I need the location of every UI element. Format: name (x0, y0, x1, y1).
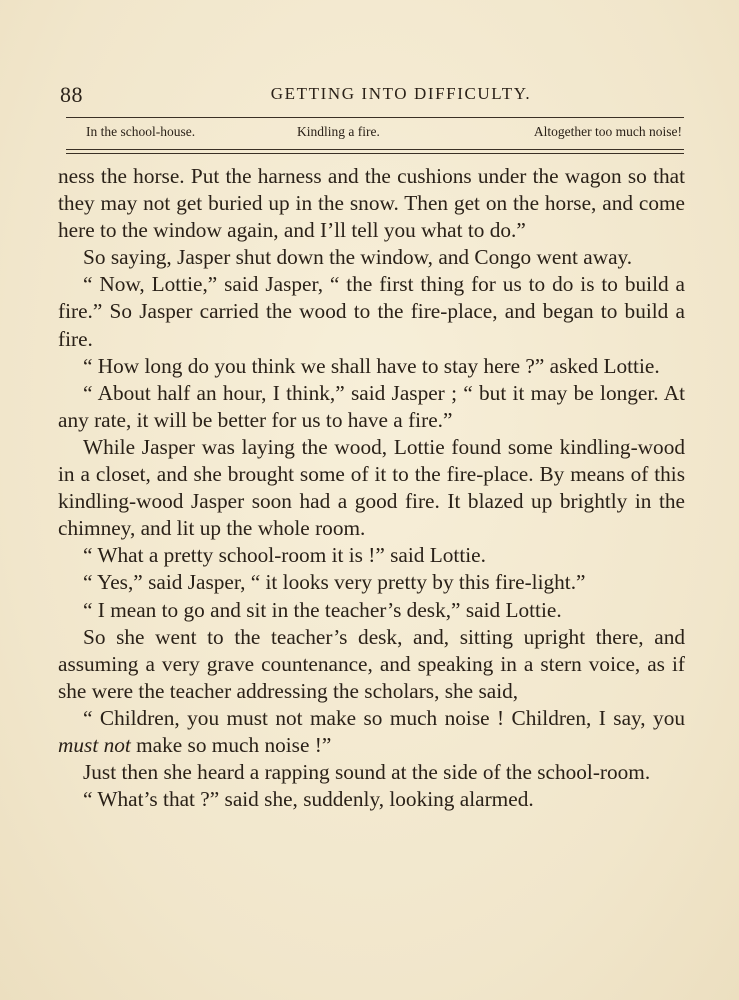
page-number: 88 (60, 82, 83, 107)
paragraph: “ How long do you think we shall have to stay here ?” asked Lottie. (83, 353, 660, 378)
paragraph: ness the horse. Put the harness and the cushions under the wagon so that they may not get buried up in the snow. Then get on the horse, and come here to the window again, and I’ll tell you what to do.” (58, 164, 685, 243)
header-rule-double (66, 153, 684, 154)
header-rule-bottom (66, 149, 684, 150)
paragraph (58, 705, 685, 759)
paragraph: “ Now, Lottie,” said Jasper, “ the first thing for us to do is to build a fire.” So Jasper carried the wood to the fire-place, and began to build a fire. (58, 272, 685, 351)
header-rule-top (66, 117, 684, 118)
paragraph: “ Yes,” said Jasper, “ it looks very pretty by this fire-light.” (83, 570, 586, 595)
paragraph: “ What’s that ?” said she, suddenly, looking alarmed. (83, 787, 534, 812)
body-text (58, 163, 685, 813)
paragraph: While Jasper was laying the wood, Lottie found some kindling-wood in a closet, and she brought some of it to the fire-place. By means of this kindling-wood Jasper soon had a good fire. It blazed up brightly in the chimney, and lit up the whole room. (58, 434, 685, 541)
paragraph: Just then she heard a rapping sound at the side of the school-room. (83, 760, 651, 785)
subhead-2: Kindling a fire. (297, 124, 380, 139)
running-head: GETTING INTO DIFFICULTY. (270, 84, 532, 103)
subhead-3: Altogether too much noise! (533, 124, 682, 139)
paragraph: So saying, Jasper shut down the window, and Congo went away. (83, 245, 633, 270)
text-run: make so much noise !” (130, 732, 332, 757)
subhead-1: In the school-house. (86, 124, 196, 139)
section-subheads (66, 122, 684, 144)
paragraph: “ What a pretty school-room it is !” said Lottie. (83, 543, 486, 568)
text-run: “ Children, you must not make so much noise ! Children, I say, you (83, 705, 685, 730)
paragraph: “ About half an hour, I think,” said Jasper ; “ but it may be longer. At any rate, it will be better for us to have a fire.” (58, 380, 685, 432)
paragraph: So she went to the teacher’s desk, and, sitting upright there, and assuming a very grave countenance, and speaking in a stern voice, as if she were the teacher addressing the scholars, she said, (58, 624, 685, 703)
paragraph: “ I mean to go and sit in the teacher’s desk,” said Lottie. (83, 597, 562, 622)
emphasis: not (103, 732, 131, 757)
page-header (60, 82, 682, 108)
emphasis: must (58, 732, 99, 757)
